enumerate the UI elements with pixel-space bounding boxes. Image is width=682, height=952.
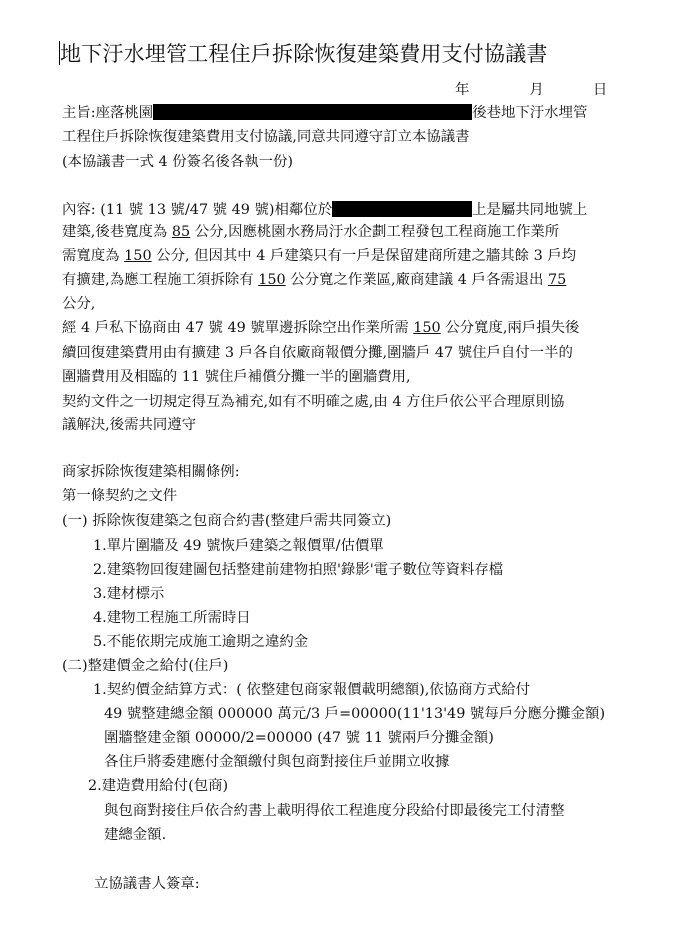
alley-width-value: 85 xyxy=(171,224,191,240)
section-2-heading: (二)整建價金之給付(住戶) xyxy=(62,658,229,674)
required-width-value: 150 xyxy=(124,248,152,264)
signature-label: 立協議書人簽章: xyxy=(94,876,200,892)
content-line-5: 公分, xyxy=(62,296,96,312)
redacted-address xyxy=(153,104,472,120)
content-line-2: 建築,後巷寬度為 85 公分,因應桃園水務局汙水企劃工程發包工程商施工作業所 xyxy=(62,224,560,240)
payment-detail-2: 圍牆整建金額 00000/2=00000 (47 號 11 號兩戶分攤金額) xyxy=(104,730,494,746)
content-line-1: 內容: (11 號 13 號/47 號 49 號)相鄰位於 上是屬共同地號上 xyxy=(62,202,588,218)
date-year: 年 xyxy=(455,82,470,98)
section-1-heading: (一) 拆除恢復建築之包商合約書(整建戶需共同簽立) xyxy=(62,513,392,529)
document-title: 地下汙水埋管工程住戶拆除恢復建築費用支付協議書 xyxy=(60,42,548,66)
section-1-item: 3.建材標示 xyxy=(93,586,165,602)
section-1-item: 1.單片圍牆及 49 號恢戶建築之報價單/估價單 xyxy=(93,538,384,554)
redacted-location xyxy=(332,201,472,217)
content-line-9: 契約文件之一切規定得互為補充,如有不明確之處,由 4 方住戶依公平合理原則協 xyxy=(62,394,565,410)
content-line-3: 需寬度為 150 公分, 但因其中 4 戶建築只有一戶是保留建商所建之牆其餘 3 戶均 xyxy=(62,248,577,264)
content-line-8: 圍牆費用及相臨的 11 號住戶補償分攤一半的圍牆費用, xyxy=(62,369,411,385)
intro-line-1: 主旨:座落桃園 後巷地下汙水埋管 xyxy=(62,105,588,121)
intro-line-3: (本協議書一式 4 份簽名後各執一份) xyxy=(62,154,294,170)
section-1-item: 5.不能依期完成施工逾期之違約金 xyxy=(93,634,309,650)
payment-detail-4: 與包商對接住戶依合約書上載明得依工程進度分段給付即最後完工付清整 xyxy=(104,803,565,819)
date-month: 月 xyxy=(529,82,544,98)
payment-detail-3: 各住戶將委建應付金額繳付與包商對接住戶並開立收據 xyxy=(104,754,450,770)
content-line-6: 經 4 戶私下協商由 47 號 49 號單邊拆除空出作業所需 150 公分寬度,兩戶損失後 xyxy=(62,320,580,336)
section-1-item: 2.建築物回復建圖包括整建前建物拍照'錄影'電子數位等資料存檔 xyxy=(93,562,504,578)
retreat-width-value: 75 xyxy=(547,272,567,288)
clauses-heading: 商家拆除恢復建築相關條例: xyxy=(62,464,240,480)
cleared-width-value: 150 xyxy=(413,320,441,336)
payment-item-1: 1.契約價金結算方式：( 依整建包商家報價載明總額),依協商方式給付 xyxy=(93,682,531,698)
payment-detail-5: 建總金額. xyxy=(104,827,167,843)
work-area-width-value: 150 xyxy=(258,272,286,288)
section-1-item: 4.建物工程施工所需時日 xyxy=(93,610,251,626)
date-day: 日 xyxy=(592,82,608,98)
payment-detail-1: 49 號整建總金額 000000 萬元/3 戶=00000(11'13'49 號每戶分應分攤金額) xyxy=(104,706,606,722)
article-1-heading: 第一條契約之文件 xyxy=(62,488,178,504)
content-line-4: 有擴建,為應工程施工須拆除有 150 公分寬之作業區,廠商建議 4 戶各需退出 75 xyxy=(62,272,567,288)
payment-item-2: 2.建造費用給付(包商) xyxy=(88,778,229,794)
intro-line-2: 工程住戶拆除恢復建築費用支付協議,同意共同遵守訂立本協議書 xyxy=(62,129,470,145)
content-line-10: 議解決,後需共同遵守 xyxy=(62,417,197,433)
content-line-7: 續回復建築費用由有擴建 3 戶各自依廠商報價分攤,圍牆戶 47 號住戶自付一半的 xyxy=(62,345,573,361)
date-line xyxy=(455,80,607,100)
